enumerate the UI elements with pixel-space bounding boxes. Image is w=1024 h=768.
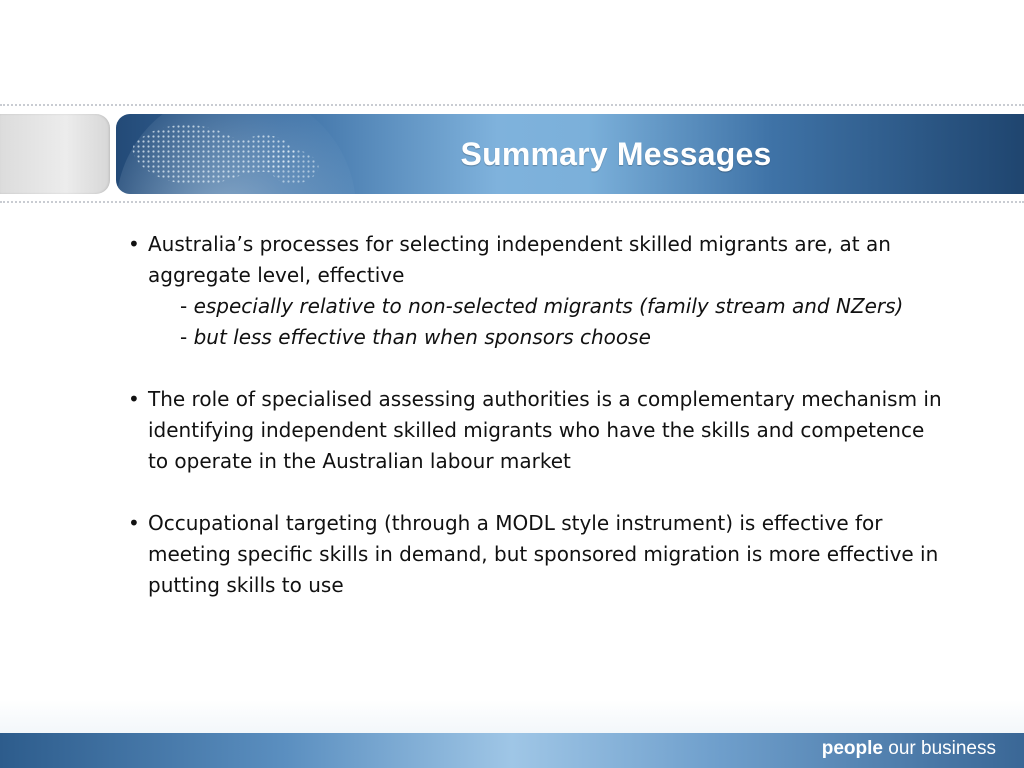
sub-dash: - xyxy=(180,294,188,318)
bullet-marker: • xyxy=(128,232,140,256)
sub-text: especially relative to non-selected migrants (family stream and NZers) xyxy=(193,294,904,318)
bullet-item xyxy=(128,508,978,601)
tagline-bold: people xyxy=(821,738,883,759)
bottom-divider xyxy=(0,201,1024,203)
header-band xyxy=(0,110,1024,198)
bullet-line: Occupational targeting (through a MODL style instrument) is effective for xyxy=(148,511,883,535)
footer-tagline xyxy=(822,738,996,760)
bullet-item xyxy=(128,384,978,477)
bullet-line: aggregate level, effective xyxy=(148,263,405,287)
top-divider xyxy=(0,104,1024,106)
bullet-line: The role of specialised assessing authorities is a complementary mechanism in xyxy=(148,387,942,411)
bullet-line: identifying independent skilled migrants who have the skills and competence xyxy=(148,418,925,442)
bullet-marker: • xyxy=(128,387,140,411)
bullet-marker: • xyxy=(128,511,140,535)
sub-text: but less effective than when sponsors choose xyxy=(193,325,651,349)
footer-bar xyxy=(0,733,1024,768)
globe-graphic xyxy=(116,114,376,194)
footer-fade xyxy=(0,700,1024,733)
sub-point xyxy=(128,291,978,322)
title-banner xyxy=(116,114,1024,194)
bullet-list xyxy=(128,229,978,601)
bullet-line: putting skills to use xyxy=(148,573,344,597)
bullet-line: to operate in the Australian labour market xyxy=(148,449,571,473)
sub-point xyxy=(128,322,978,353)
slide-title: Summary Messages xyxy=(460,136,772,172)
sub-dash: - xyxy=(180,325,188,349)
bullet-line: meeting specific skills in demand, but sponsored migration is more effective in xyxy=(148,542,939,566)
bullet-line: Australia’s processes for selecting independent skilled migrants are, at an xyxy=(148,232,891,256)
bullet-item xyxy=(128,229,978,291)
tagline-rest: our business xyxy=(882,738,996,759)
grey-tab xyxy=(0,114,110,194)
